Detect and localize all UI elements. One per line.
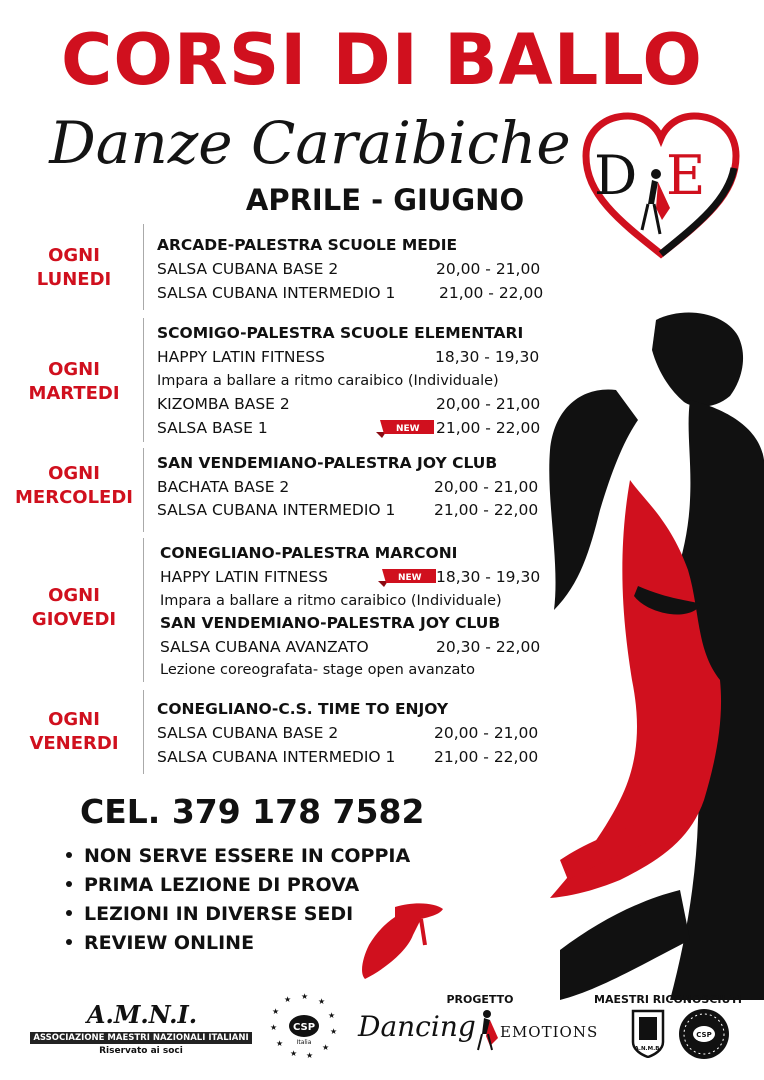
course-name: SALSA CUBANA INTERMEDIO 1 [157,501,396,519]
day-label-line2: GIOVEDI [31,609,117,630]
logo-letter-e: E [666,144,706,207]
course-time: 21,00 - 22,00 [436,419,541,437]
course-name: SALSA CUBANA INTERMEDIO 1 [157,284,396,302]
new-badge-icon [376,418,434,438]
course-time: 18,30 - 19,30 [435,348,540,366]
svg-text:★: ★ [284,995,292,1004]
course-name: KIZOMBA BASE 2 [157,395,290,413]
course-name: SALSA BASE 1 [157,419,268,437]
course-period: APRILE - GIUGNO [245,183,525,217]
maestri-label: MAESTRI RICONOSCIUTI [594,993,742,1006]
course-note: Impara a ballare a ritmo caraibico (Individuale) [160,593,502,609]
svg-text:★: ★ [318,997,326,1006]
bullet-icon [66,939,72,945]
csp-round-logo [678,1008,730,1060]
day-label-line1: OGNI [48,463,100,484]
course-time: 20,00 - 21,00 [434,724,539,742]
amni-note: Riservato ai soci [99,1046,183,1056]
day-label-line1: OGNI [48,359,100,380]
amni-logo: A.M.N.I. [86,1000,198,1029]
course-name: SALSA CUBANA AVANZATO [160,638,369,656]
course-time: 20,00 - 21,00 [434,478,539,496]
emotions-logo-word: EMOTIONS [500,1023,599,1041]
svg-text:★: ★ [301,992,309,1001]
course-name: HAPPY LATIN FITNESS [157,348,325,366]
day-label-line2: LUNEDI [36,269,112,290]
course-note: Lezione coreografata- stage open avanzato [160,662,475,678]
schedule-divider [143,318,144,442]
benefit-item [66,842,410,870]
course-name: SALSA CUBANA INTERMEDIO 1 [157,748,396,766]
new-badge-label: NEW [398,573,422,583]
course-note: Impara a ballare a ritmo caraibico (Individuale) [157,373,499,389]
day-label-line1: OGNI [48,585,100,606]
day-label-tuesday [8,358,140,406]
schedule-divider [143,690,144,774]
benefit-text: PRIMA LEZIONE DI PROVA [84,874,360,896]
day-label-line2: MERCOLEDI [15,487,133,508]
day-label-monday [8,244,140,292]
svg-text:★: ★ [272,1007,280,1016]
schedule-divider [143,538,144,682]
venue-name: SAN VENDEMIANO-PALESTRA JOY CLUB [160,614,501,632]
bullet-icon [66,910,72,916]
day-label-line1: OGNI [48,709,100,730]
amni-full-name: ASSOCIAZIONE MAESTRI NAZIONALI ITALIANI [33,1033,249,1043]
day-label-friday [8,708,140,756]
course-name: SALSA CUBANA BASE 2 [157,724,339,742]
venue-name: SCOMIGO-PALESTRA SCUOLE ELEMENTARI [157,324,524,342]
venue-name: ARCADE-PALESTRA SCUOLE MEDIE [157,236,458,254]
bullet-icon [66,881,72,887]
svg-text:★: ★ [306,1051,314,1060]
day-label-wednesday [8,462,140,510]
schedule-divider [143,448,144,532]
csp-stars-logo [268,990,340,1062]
schedule-divider [143,224,144,310]
course-name: HAPPY LATIN FITNESS [160,568,328,586]
course-time: 20,30 - 22,00 [436,638,541,656]
csp-logo-sub: Italia [296,1039,312,1046]
dancing-couple-silhouette [520,300,764,1000]
red-shoe-icon [355,895,447,987]
benefit-item [66,929,254,957]
day-label-line1: OGNI [48,245,100,266]
venue-name: SAN VENDEMIANO-PALESTRA JOY CLUB [157,454,498,472]
csp-round-label: CSP [696,1031,712,1039]
svg-text:★: ★ [290,1049,298,1058]
poster-title: CORSI DI BALLO [61,19,703,101]
day-label-thursday [8,584,140,632]
anmb-label: A.N.M.B. [634,1046,662,1052]
new-badge-icon [378,567,436,587]
venue-name: CONEGLIANO-PALESTRA MARCONI [160,544,458,562]
svg-text:★: ★ [276,1039,284,1048]
course-time: 20,00 - 21,00 [436,260,541,278]
dancer-icon [472,1008,502,1052]
course-time: 18,30 - 19,30 [436,568,541,586]
benefit-text: NON SERVE ESSERE IN COPPIA [84,845,411,867]
svg-text:★: ★ [328,1011,336,1020]
benefit-item [66,871,359,899]
course-time: 21,00 - 22,00 [439,284,544,302]
csp-logo-label: CSP [292,1022,316,1033]
benefit-item [66,900,353,928]
dancing-logo-word: Dancing [358,1010,476,1043]
course-time: 21,00 - 22,00 [434,501,539,519]
heart-logo [578,108,744,262]
day-label-line2: VENERDI [29,733,119,754]
svg-text:★: ★ [330,1027,338,1036]
progetto-label: PROGETTO [446,993,514,1006]
venue-name: CONEGLIANO-C.S. TIME TO ENJOY [157,700,449,718]
course-time: 21,00 - 22,00 [434,748,539,766]
poster-subtitle: Danze Caraibiche [49,109,571,177]
svg-text:★: ★ [322,1043,330,1052]
new-badge-label: NEW [396,424,420,434]
svg-text:★: ★ [270,1023,278,1032]
logo-letter-d: D [594,144,638,207]
course-name: SALSA CUBANA BASE 2 [157,260,339,278]
benefit-text: REVIEW ONLINE [84,932,255,954]
benefit-text: LEZIONI IN DIVERSE SEDI [84,903,354,925]
anmb-shield-logo [630,1008,666,1058]
day-label-line2: MARTEDI [28,383,120,404]
course-name: BACHATA BASE 2 [157,478,290,496]
phone-number[interactable]: CEL. 379 178 7582 [80,792,425,831]
bullet-icon [66,852,72,858]
course-time: 20,00 - 21,00 [436,395,541,413]
